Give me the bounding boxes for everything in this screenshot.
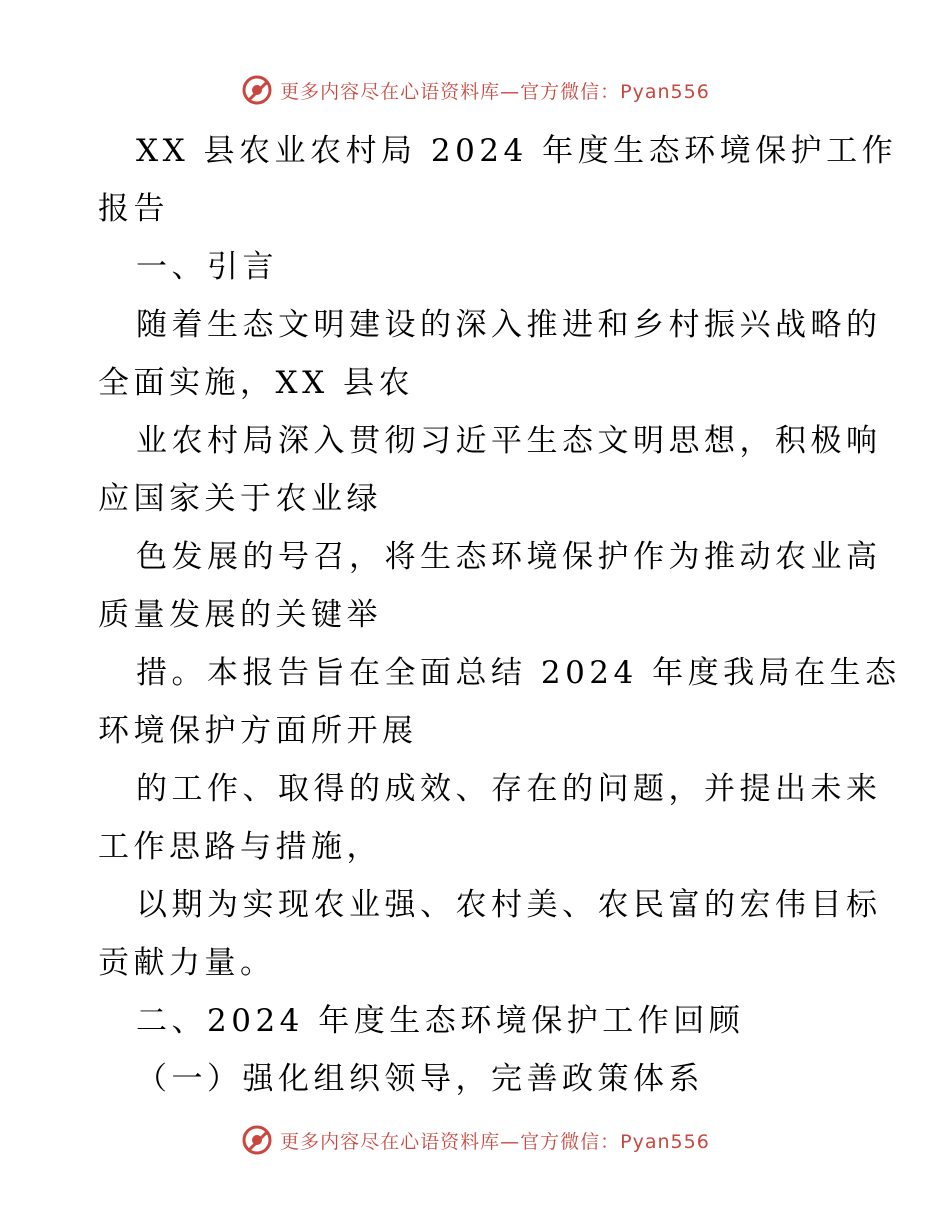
paragraph-line: 业农村局深入贯彻习近平生态文明思想，积极响 (136, 423, 882, 459)
brand-logo-icon (240, 1123, 274, 1157)
document-title-line-2: 报告 (98, 191, 169, 227)
document-title-line-1: XX 县农业农村局 2024 年度生态环境保护工作 (136, 133, 898, 169)
subsection-heading: （一）强化组织领导，完善政策体系 (136, 1061, 704, 1097)
paragraph-line: 贡献力量。 (98, 945, 276, 981)
watermark-text: 更多内容尽在心语资料库—官方微信：Pyan556 (280, 80, 710, 103)
section-heading-review: 二、2024 年度生态环境保护工作回顾 (136, 1003, 745, 1039)
paragraph-line: 工作思路与措施， (98, 829, 382, 865)
paragraph-line: 的工作、取得的成效、存在的问题，并提出未来 (136, 771, 882, 807)
paragraph-line: 环境保护方面所开展 (98, 713, 418, 749)
footer-watermark (0, 1120, 950, 1160)
paragraph-line: 质量发展的关键举 (98, 597, 382, 633)
paragraph-line: 措。本报告旨在全面总结 2024 年度我局在生态 (136, 655, 901, 691)
paragraph-line: 以期为实现农业强、农村美、农民富的宏伟目标 (136, 887, 882, 923)
paragraph-line: 全面实施，XX 县农 (98, 365, 414, 401)
watermark-text: 更多内容尽在心语资料库—官方微信：Pyan556 (280, 1130, 710, 1153)
document-body (98, 122, 901, 1108)
paragraph-line: 色发展的号召，将生态环境保护作为推动农业高 (136, 539, 882, 575)
paragraph-line: 随着生态文明建设的深入推进和乡村振兴战略的 (136, 307, 882, 343)
section-heading-introduction: 一、引言 (136, 249, 278, 285)
paragraph-line: 应国家关于农业绿 (98, 481, 382, 517)
brand-logo-icon (240, 73, 274, 107)
header-watermark (0, 70, 950, 110)
